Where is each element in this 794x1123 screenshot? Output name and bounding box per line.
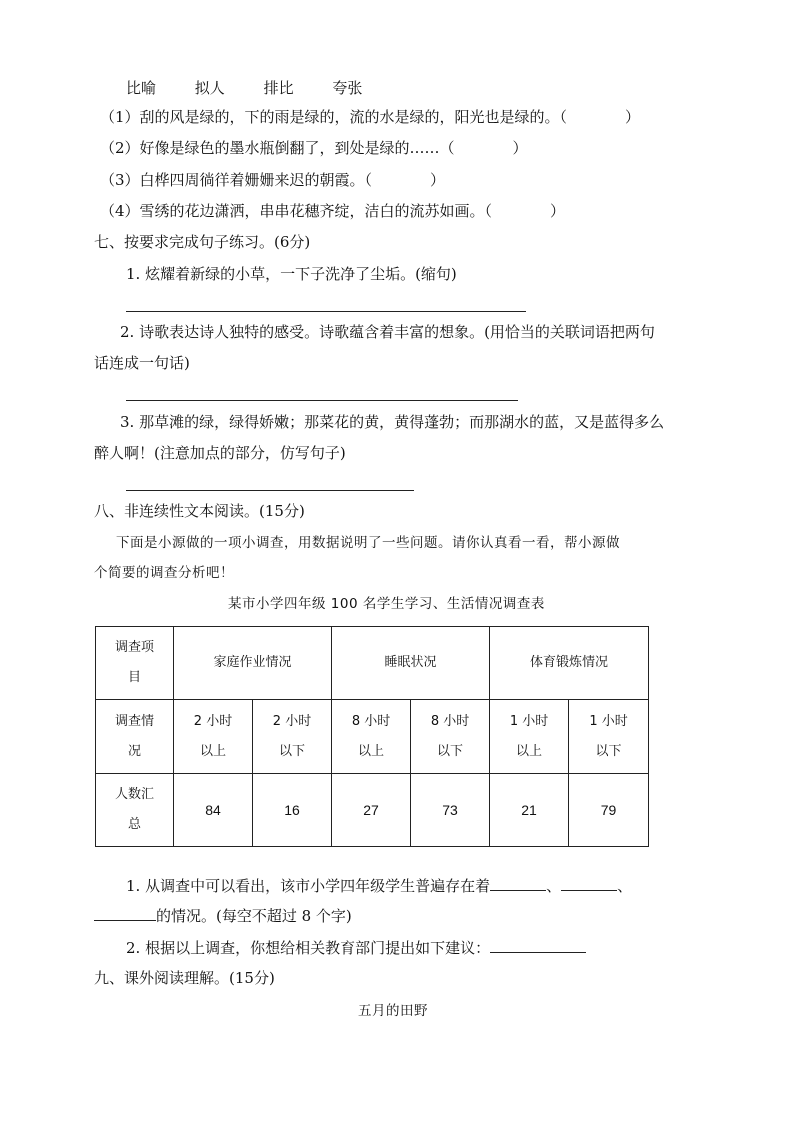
count-cell: 73: [411, 774, 490, 847]
section8-intro-line2: 个简要的调查分析吧！: [94, 565, 234, 581]
option-personification: 拟人: [194, 79, 225, 97]
section7-q2-line1: 2. 诗歌表达诗人独特的感受。诗歌蕴含着丰富的想象。(用恰当的关联词语把两句: [120, 323, 655, 341]
option-hyperbole: 夸张: [332, 79, 363, 97]
group-homework: 家庭作业情况: [174, 627, 332, 700]
condition-cell: 1 小时 以上: [490, 700, 569, 774]
table-title: 某市小学四年级 100 名学生学习、生活情况调查表: [228, 596, 545, 612]
q2-answer-line[interactable]: [126, 400, 518, 401]
answer-blank[interactable]: [561, 876, 617, 891]
answer-blank[interactable]: [490, 876, 546, 891]
group-sleep: 睡眠状况: [332, 627, 490, 700]
condition-cell: 8 小时 以下: [411, 700, 490, 774]
option-metaphor: 比喻: [126, 79, 157, 97]
section7-q3-line1: 3. 那草滩的绿，绿得娇嫩；那菜花的黄，黄得蓬勃；而那湖水的蓝，又是蓝得多么: [120, 413, 665, 431]
header-survey-condition: 调查情 况: [96, 700, 174, 774]
header-survey-item: 调查项 目: [96, 627, 174, 700]
count-cell: 79: [569, 774, 649, 847]
rhetoric-item-1: （1）刮的风是绿的，下的雨是绿的，流的水是绿的，阳光也是绿的。（ ）: [100, 108, 641, 126]
count-cell: 27: [332, 774, 411, 847]
table-row: [96, 700, 649, 774]
rhetoric-item-3: （3）白桦四周徜徉着姗姗来迟的朝霞。（ ）: [100, 171, 446, 189]
section8-q2: 2. 根据以上调查，你想给相关教育部门提出如下建议：: [126, 938, 586, 958]
answer-blank[interactable]: [94, 906, 156, 921]
condition-cell: 2 小时 以上: [174, 700, 253, 774]
rhetoric-item-2: （2）好像是绿色的墨水瓶倒翻了，到处是绿的……（ ）: [100, 139, 528, 157]
section9-title: 九、课外阅读理解。(15分): [94, 969, 275, 987]
q1-answer-line[interactable]: [126, 311, 526, 312]
q3-answer-line[interactable]: [126, 490, 414, 491]
answer-blank[interactable]: [490, 938, 586, 953]
article-title: 五月的田野: [358, 1003, 428, 1019]
header-total-count: 人数汇 总: [96, 774, 174, 847]
condition-cell: 1 小时 以下: [569, 700, 649, 774]
section8-q1-line1: 1. 从调查中可以看出，该市小学四年级学生普遍存在着 、 、: [126, 877, 633, 895]
section8-title: 八、非连续性文本阅读。(15分): [94, 502, 305, 520]
section8-q1-line2: 的情况。(每空不超过 8 个字): [94, 906, 352, 926]
section7-q3-line2: 醉人啊！(注意加点的部分，仿写句子): [94, 444, 346, 462]
rhetoric-item-4: （4）雪绣的花边潇洒，串串花穗齐绽，洁白的流苏如画。（ ）: [100, 202, 566, 220]
table-row: [96, 774, 649, 847]
condition-cell: 8 小时 以上: [332, 700, 411, 774]
section8-intro-line1: 下面是小源做的一项小调查，用数据说明了一些问题。请你认真看一看，帮小源做: [116, 535, 620, 551]
count-cell: 84: [174, 774, 253, 847]
count-cell: 16: [253, 774, 332, 847]
section7-q2-line2: 话连成一句话): [94, 354, 190, 372]
group-exercise: 体育锻炼情况: [490, 627, 649, 700]
section7-q1: 1. 炫耀着新绿的小草，一下子洗净了尘垢。(缩句): [126, 265, 457, 283]
table-row: [96, 627, 649, 700]
condition-cell: 2 小时 以下: [253, 700, 332, 774]
section7-title: 七、按要求完成句子练习。(6分): [94, 233, 311, 251]
rhetoric-options: [126, 78, 396, 98]
option-parallelism: 排比: [263, 79, 294, 97]
survey-table: [95, 626, 649, 847]
count-cell: 21: [490, 774, 569, 847]
